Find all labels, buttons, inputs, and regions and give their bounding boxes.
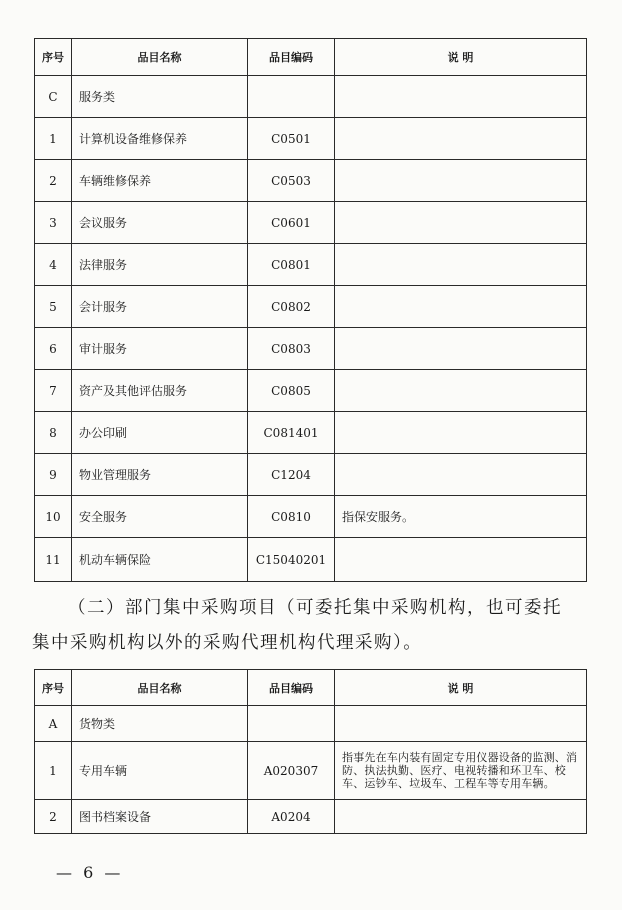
cell-no: 9 (35, 454, 72, 496)
cell-no: 4 (35, 244, 72, 286)
cell-code: C0810 (248, 496, 335, 538)
table-row (35, 538, 587, 582)
table-row (35, 202, 587, 244)
table-row (35, 328, 587, 370)
cell-name: 机动车辆保险 (72, 538, 248, 582)
table-row (35, 454, 587, 496)
cell-note: 指保安服务。 (335, 496, 587, 538)
cell-name: 法律服务 (72, 244, 248, 286)
cell-note (335, 286, 587, 328)
cell-code: C081401 (248, 412, 335, 454)
cell-name: 专用车辆 (72, 742, 248, 800)
header-name: 品目名称 (72, 39, 248, 76)
table-header-row (35, 670, 587, 706)
table-row (35, 244, 587, 286)
header-code: 品目编码 (248, 39, 335, 76)
cell-name: 安全服务 (72, 496, 248, 538)
table-row (35, 800, 587, 834)
cell-note (335, 118, 587, 160)
cell-no: 8 (35, 412, 72, 454)
cell-no: 10 (35, 496, 72, 538)
cell-name: 会议服务 (72, 202, 248, 244)
table-row (35, 118, 587, 160)
header-note: 说 明 (335, 39, 587, 76)
cell-code: C0803 (248, 328, 335, 370)
cell-no: 7 (35, 370, 72, 412)
cell-note (335, 76, 587, 118)
cell-code: C0503 (248, 160, 335, 202)
cell-code: C1204 (248, 454, 335, 496)
cell-note (335, 244, 587, 286)
cell-name: 物业管理服务 (72, 454, 248, 496)
table-row (35, 160, 587, 202)
table-header-row (35, 39, 587, 76)
cell-note (335, 454, 587, 496)
header-code: 品目编码 (248, 670, 335, 706)
cell-name: 车辆维修保养 (72, 160, 248, 202)
cell-code: C0805 (248, 370, 335, 412)
cell-no: 11 (35, 538, 72, 582)
cell-no: 2 (35, 800, 72, 834)
cell-note: 指事先在车内装有固定专用仪器设备的监测、消防、执法执勤、医疗、电视转播和环卫车、校车、运钞车、垃圾车、工程车等专用车辆。 (335, 742, 587, 800)
cell-no: 3 (35, 202, 72, 244)
cell-name: 审计服务 (72, 328, 248, 370)
cell-note (335, 800, 587, 834)
cell-note (335, 706, 587, 742)
cell-code (248, 706, 335, 742)
cell-no: C (35, 76, 72, 118)
table-row (35, 742, 587, 800)
table-row (35, 496, 587, 538)
cell-name: 办公印刷 (72, 412, 248, 454)
cell-no: 2 (35, 160, 72, 202)
cell-note (335, 370, 587, 412)
header-note: 说 明 (335, 670, 587, 706)
cell-name: 图书档案设备 (72, 800, 248, 834)
cell-code: C0802 (248, 286, 335, 328)
cell-note (335, 202, 587, 244)
cell-note (335, 328, 587, 370)
cell-name: 服务类 (72, 76, 248, 118)
paragraph-line-1: （二）部门集中采购项目（可委托集中采购机构，也可委托 (68, 598, 562, 618)
department-items-table (34, 669, 587, 834)
cell-note (335, 412, 587, 454)
cell-note (335, 538, 587, 582)
cell-no: 5 (35, 286, 72, 328)
cell-name: 会计服务 (72, 286, 248, 328)
cell-code: A0204 (248, 800, 335, 834)
cell-name: 货物类 (72, 706, 248, 742)
cell-no: A (35, 706, 72, 742)
table-row (35, 706, 587, 742)
cell-code: C0501 (248, 118, 335, 160)
table-row (35, 76, 587, 118)
cell-code (248, 76, 335, 118)
cell-no: 6 (35, 328, 72, 370)
header-name: 品目名称 (72, 670, 248, 706)
cell-name: 资产及其他评估服务 (72, 370, 248, 412)
header-no: 序号 (35, 39, 72, 76)
cell-name: 计算机设备维修保养 (72, 118, 248, 160)
cell-note (335, 160, 587, 202)
table-row (35, 370, 587, 412)
paragraph-line-2: 集中采购机构以外的采购代理机构代理采购）。 (32, 633, 423, 653)
service-items-table (34, 38, 587, 582)
table-row (35, 412, 587, 454)
cell-no: 1 (35, 742, 72, 800)
cell-code: A020307 (248, 742, 335, 800)
cell-code: C0801 (248, 244, 335, 286)
header-no: 序号 (35, 670, 72, 706)
table-row (35, 286, 587, 328)
page-number: — 6 — (56, 863, 124, 882)
cell-no: 1 (35, 118, 72, 160)
cell-code: C0601 (248, 202, 335, 244)
cell-code: C15040201 (248, 538, 335, 582)
